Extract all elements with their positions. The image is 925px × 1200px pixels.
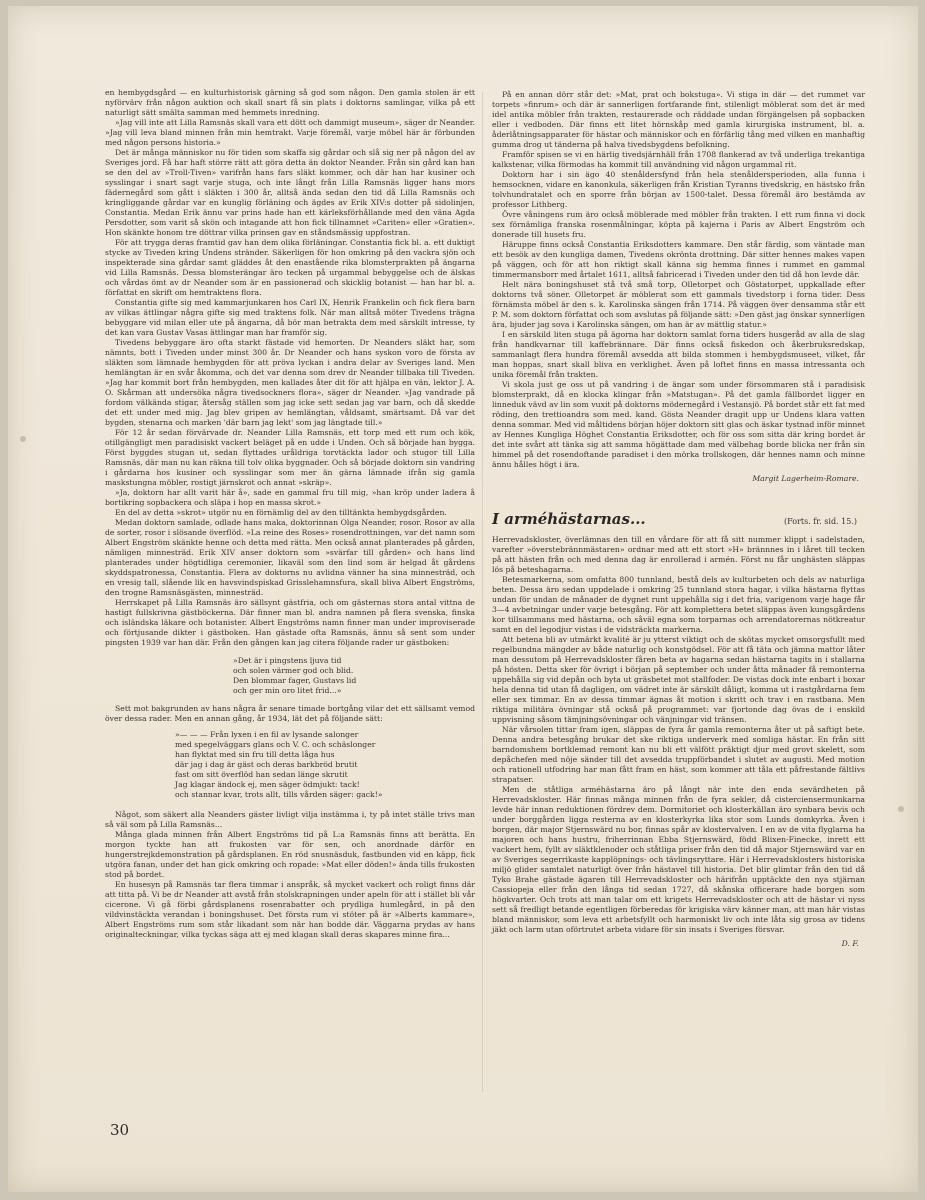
- paragraph: »Jag vill inte att Lilla Ramsnäs skall vara ett dött och dammigt museum», säger dr Neander. »Jag vill leva bland minnen från min hemtrakt. Varje föremål, varje möbel här är förbunden med någon persons historia.»: [105, 118, 475, 147]
- section-header: [492, 510, 865, 528]
- paragraph: Sett mot bakgrunden av hans några år senare timade bortgång vilar det ett sällsamt vemod över dessa rader. Men en annan gång, år 1934, lät det på följande sätt:: [105, 704, 475, 723]
- paragraph: För att trygga deras framtid gav han dem olika förläningar. Constantia fick bl. a. ett duktigt stycke av Tiveden kring Undens stränder. Säkerligen för hon omkring på den vackra sjön och inspekterade sina gårdar samt gläddes åt den enastående rika blomsterprakten på ängarna vid Lilla Ramsnäs. Dessa blomsterängar äro tecken på urgammal bebyggelse och de älskas och vårdas ömt av dr Neander som är en passionerad och skicklig botanist — han har bl. a. författat en skrift om hemtraktens flora.: [105, 238, 475, 297]
- paper-stain: [20, 436, 26, 442]
- paragraph: Vi skola just ge oss ut på vandring i de ängar som under försommaren stå i paradisisk blomsterprakt, då en klocka klingar från »Matstugan». På det gamla fällbordet ligger en linneduk vävd av lin som vuxit på doktorns mödernegård i Vestansjö. På bordet står ett fat med röding, den trettioandra som med. kand. Gösta Neander dragit upp ur Undens klara vatten denna sommar. Med vid måltidens början höjer doktorn sitt glas och äskar tystnad inför minnet av Hennes Kungliga Höghet Constantia Eriksdotter, och för oss som sitta där kring bordet är det inte svårt att tänka sig att samma högättade dam med välbehag borde blicka ner från sin himmel på det rosendoftande paradiset i den mörka trollskogen, där hennes namn och minne ännu hålles högt i ära.: [492, 380, 865, 469]
- left-column: [105, 88, 475, 940]
- paragraph: Något, som säkert alla Neanders gäster livligt vilja instämma i, ty på intet ställe trivs man så väl som på Lilla Ramsnäs...: [105, 810, 475, 829]
- continuation-note: (Forts. fr. sid. 15.): [784, 517, 857, 526]
- section-title: I arméhästarnas...: [492, 510, 646, 528]
- right-column: [492, 90, 865, 949]
- author-signature: D. F.: [841, 939, 859, 948]
- poem-line: Den blommar fager, Gustavs lid: [233, 676, 357, 685]
- paragraph: »Ja, doktorn har allt varit här å», sade en gammal fru till mig, »han kröp under ladera å bortikring sopbackera och släpa i hop en massa skrot.»: [105, 488, 475, 507]
- paragraph: Tivedens bebyggare äro ofta starkt fästade vid hemorten. Dr Neanders släkt har, som nämnts, bott i Tiveden under minst 300 år. Dr Neander och hans syskon voro de första av släkten som lämnade hembygden för att pröva lyckan i andra delar av Sveriges land. Men hemlängtan är en svår åkomma, och det var denna som drev dr Neander tillbaka till Tiveden. »Jag har kommit bort från hembygden, men kallades åter dit för att hjälpa en vän, lektor J. A. O. Skårman att undersöka några tivedsockners flora», säger dr Neander. »Jag vandrade på fordom välkända stigar, återsåg ställen som jag icke sett sedan jag var barn, och då skedde det ett under med mig. Jag blev gripen av hemlängtan, våldsamt, smärtsamt. Då var det bygden, stenarna och marken 'där barn jag lekt' som jag längtade till.»: [105, 338, 475, 427]
- poem-line: fast om sitt överflöd han sedan länge skrutit: [175, 770, 348, 779]
- paragraph: En husesyn på Ramsnäs tar flera timmar i anspråk, så mycket vackert och roligt finns där att titta på. Vi be dr Neander att avstå från stolskrapningen under apeln för att i stället bli vår cicerone. Vi gå förbi gårdsplanens rosenrabatter och prydliga humlegård, in på den vildvinstäckta verandan i boningshuset. Det första rum vi stöter på är »Alberts kammare», Albert Engströms rum som står likadant som när han bodde där. Väggarna prydas av hans originalteckningar, vilka tyckas säga att ej med klagan skall deras skapares minne fira...: [105, 880, 475, 939]
- paragraph: Framför spisen se vi en härlig tivedsjärnhäll från 1708 flankerad av två underliga trekantiga kalkstenar, vilka förmodas ha kommit till användning vid någon urgammal rit.: [492, 150, 865, 169]
- page-number: 30: [110, 1121, 130, 1139]
- paragraph: Herrskapet på Lilla Ramsnäs äro sällsynt gästfria, och om gästernas stora antal vittna de hastigt fullskrivna gästböckerna. Där finner man bl. andra namnen på flera svenska, finska och isländska läkare och botanister. Albert Engströms namn finner man under improviserade och förtjusande dikter i gästboken. Han gästade ofta Ramsnäs, ännu så sent som under pingsten 1939 var han där. Från den gången kan jag citera följande rader ur gästboken:: [105, 598, 475, 647]
- paragraph: Övre våningens rum äro också möblerade med möbler från trakten. I ett rum finna vi dock sex förnämliga franska rosenmålningar, köpta på kajerna i Paris av Albert Engström och donerade till husets fru.: [492, 210, 865, 239]
- author-signature: Margit Lagerheim-Romare.: [752, 474, 859, 483]
- paragraph: Det är många människor nu för tiden som skaffa sig gårdar och slå sig ner på någon del av Sveriges jord. Få har haft större rätt att göra detta än doktor Neander. Från sin gård kan han se den del av »Troll-Tiven» varifrån hans fars släkt kommer, och där han har kusiner och sysslingar i snart sagt varje stuga, och inte långt från Lilla Ramsnäs ligger hans mors fädernegård som gått i släkten i 300 år, alltså ända sedan den tid då Lilla Ramsnäs och kringliggande gårdar var en kunglig förläning och ägdes av Erik XIV:s dotter på sidolinjen, Constantia. Medan Erik ännu var prins hade han ett kärleksförhållande med den väna Agda Persdotter, som varit så skön och intagande att hon fick tillnamnet »Cariten» eller »Gratien». Hon skänkte honom tre döttrar vilka prinsen gav en ståndsmässig uppfostran.: [105, 148, 475, 237]
- paragraph: Att betena bli av utmärkt kvalité är ju ytterst viktigt och de skötas mycket omsorgsfullt med regelbundna mängder av både naturlig och konstgödsel. För att få täta och jämna mattor låter man dessutom på Herrevadskloster fåren beta av hagarna sedan hästarna tagits in i stallarna på hösten. Detta sker för övrigt i början på september och under åtta månader få remonterna uppehålla sig vid depån och byta ut gräsbetet mot stallfoder. De vistas dock inte enbart i boxar hela denna tid utan få dagligen, om vädret inte är särskilt dåligt, komma ut i rastgårdarna fem eller sex timmar. En av dessa timmar ägnas åt motion i skritt och trav i en rastbana. Men riktiga militära övningar stå också på programmet: var fjortonde dag övas de i enskild uppvisning såsom tämjningsövningar och vänjningar vid tränsen.: [492, 635, 865, 724]
- poem-line: där jag i dag är gäst och deras barkbröd brutit: [175, 760, 358, 769]
- paragraph: Men de ståtliga arméhästarna äro på långt när inte den enda sevärdheten på Herrevadskloster. Här finnas många minnen från de fyra sekler, då cisterciensermunkarna levde här innan reduktionen fördrev dem. Dormitoriet och klosterkällan äro synbara bevis och under borggården ligga resterna av en klosterkyrka lika stor som Lunds domkyrka. Även i borgen, där major Stjernswärd nu bor, finnas spår av klostervalven. I en av de vita flyglarna ha majoren och hans hustru, friherrinnan Ebba Stjernswärd, född Blixen-Finecke, inrett ett vackert hem, fyllt av släktklenoder och ståtliga priser från den tid då major Stjernswärd var en av Sveriges segerrikaste kapplöpnings- och tävlingsryttare. Här i Herrevadsklosters historiska miljö glider samtalet naturligt över från hästavel till historia. Det blir glimtar från den tid då Tyko Brahe gästade ägaren till Herrevadskloster och härifrån upptäckte den nya stjärnan Cassiopeja eller från den långa tid sedan 1727, då skånska officerare hade borgen som högkvarter. Och trots att man talar om ett krigets Herrevadskloster och att de hästar vi nyss sett så fredligt betande egentligen förberedas för krigiska värv känner man, att man här vistas bland människor, som leva ett arbetsfyllt och harmoniskt liv och inte låta sig grosa av tidens jäkt och larm utan oförtrutet arbeta vidare för sin insats i Sveriges försvar.: [492, 785, 865, 934]
- poem-line: och stannar kvar, trots allt, tills vården säger: gack!»: [175, 790, 383, 799]
- paragraph: När vårsolen tittar fram igen, släppas de fyra år gamla remonterna åter ut på saftigt bete. Denna andra betesgång brukar det ske riktiga underverk med somliga hästar. En från sitt barndomshem bortklemad remont kan nu bli ett välfött präktigt djur med grovt skelett, som depåchefen med nöje sänder till det avsedda truppförbandet i slutet av augusti. Med motion och rationell utfodring har man fått fram en häst, som kommer att tåla ett påfrestande fältlivs strapatser.: [492, 725, 865, 784]
- poem-line: han flyktat med sin fru till detta låga hus: [175, 750, 335, 759]
- poem-line: och ger min oro litet frid...»: [233, 686, 342, 695]
- poem-line: och solen värmer god och blid.: [233, 666, 354, 675]
- poem-line: »Det är i pingstens ljuva tid: [233, 656, 342, 665]
- paragraph: Helt nära boningshuset stå två små torp, Olletorpet och Göstatorpet, uppkallade efter doktorns två söner. Olletorpet är möblerat som ett gammals tivedstorp i forna tider. Dess förnämsta möbel är den s. k. Karolinska sängen från 1714. På väggen över densamma står ett P. M. som doktorn författat och som avslutas på följande sätt: »Den gäst jag önskar synnerligen ära, bjuder jag sova i Karolinska sängen, om han är av mättlig statur.»: [492, 280, 865, 329]
- paragraph: En del av detta »skrot» utgör nu en förnämlig del av den tilltänkta hembygdsgården.: [115, 508, 447, 517]
- paragraph: För 12 år sedan förvärvade dr. Neander Lilla Ramsnäs, ett torp med ett rum och kök, otillgängligt men paradisiskt vackert beläget på en udde i Unden. Och så började han bygga. Först byggdes stugan ut, sedan flyttades uråldriga torvtäckta lador och stugor till Lilla Ramsnäs, där man nu kan räkna till tolv olika byggnader. Och så började doktorn sin vandring i gårdarna hos kusiner och sysslingar som mer än gärna lämnade ifrån sig gamla maskstungna möbler, rostigt järnskrot och annat »skräp».: [105, 428, 475, 487]
- poem-line: med spegelväggars glans och V. C. och schäslonger: [175, 740, 376, 749]
- paragraph: Medan doktorn samlade, odlade hans maka, doktorinnan Olga Neander, rosor. Rosor av alla de sorter, rosor i slösande överflöd. »La reine des Roses» rosendrottningen, var det namn som Albert Engström skänkte henne och detta med rätta. Men också annat planterades på gården, nämligen minnesträd. Erik XIV anser doktorn som »svärfar till gården» och hans lind planterades under högtidliga ceremonier, likaväl som den lind som är helgad åt gårdens skyddspatronessa, Constantia. Flera av doktorns nu avlidna vänner ha sina minnesträd, och en vresig tall, slående lik en havsvindspiskad Grisslehamnsfura, skall bliva Albert Engströms, den trogne Ramsnäsgästen, minnesträd.: [105, 518, 475, 597]
- paragraph: Betesmarkerna, som omfatta 800 tunnland, bestå dels av kulturbeten och dels av naturliga beten. Dessa äro sedan uppdelade i omkring 25 tunnland stora hagar, i vilka hästarna flyttas undan för undan de månader de dygnet runt uppehålla sig i det fria, varigenom varje hage får 3—4 avbetningar under varje betesgång. För att komplettera betet släppas även kungsgårdens kor tillsammans med hästarna, och såväl egna som torparnas och arrendatorernas nötkreatur samt en del legodjur vistas i de vidsträckta markerna.: [492, 575, 865, 634]
- paragraph: Doktorn har i sin ägo 40 stenåldersfynd från hela stenåldersperioden, alla funna i hemsocknen, vidare en kanonkula, säkerligen från Kristian Tyranns tivedskrig, en hästsko från tolvhundratalet och en sporre från början av 1500-talet. Dessa föremål äro bestämda av professor Lithberg.: [492, 170, 865, 209]
- paragraph: Häruppe finns också Constantia Eriksdotters kammare. Den står färdig, som väntade man ett besök av den kungliga damen, Tivedens okrönta drottning. Där sitter hennes makes vapen på väggen, och för att hon riktigt skall känna sig hemma finnes i rummet en gammal timmermansborr med årtalet 1611, alltså fabricerad i Tiveden under den tid då hon levde där.: [492, 240, 865, 279]
- paragraph: Många glada minnen från Albert Engströms tid på L:a Ramsnäs finns att berätta. En morgon tyckte han att frukosten var för sen, och anordnade därför en hungerstrejkdemonstration på gårdsplanen. En röd snusnäsduk, fastbunden vid en käpp, fick utgöra fanan, under det han gick omkring och ropade: »Mat eller döden!» ända tills frukosten stod på bordet.: [105, 830, 475, 879]
- poem-quote: [175, 730, 475, 800]
- paragraph: en hembygdsgård — en kulturhistorisk gärning så god som någon. Den gamla stolen är ett nyförvärv från någon auktion och skall snart få sin plats i doktorns samlingar, vilka på ett naturligt sätt smälta samman med hemmets inredning.: [105, 88, 475, 117]
- paragraph: På en annan dörr står det: »Mat, prat och bokstuga». Vi stiga in där — det rummet var torpets »finrum» och där är sannerligen fortfarande fint, stilenligt möblerat som det är med idel antika möbler från trakten, restaurerade och räddade undan förgängelsen på sopbacken eller i vedboden. Där finns ett litet hörnskåp med gamla kirurgiska instrument, bl. a. åderlåtningsapparater för hästar och människor och en förfärlig tång med vilken en manhaftig gumma drog ut tänderna på halva tivedsbygdens befolkning.: [492, 90, 865, 149]
- poem-line: Jag klagar ändock ej, men säger ödmjukt: tack!: [175, 780, 360, 789]
- poem-quote: [233, 656, 475, 696]
- paragraph: Constantia gifte sig med kammarjunkaren hos Carl IX, Henrik Frankelin och fick flera barn av vilkas ättlingar några gifte sig med traktens folk. När man alltså möter Tivedens trägna bebyggare vid milan eller ute på ängarna, då bör man betrakta dem med särskilt intresse, ty det kan vara Gustav Vasas ättlingar man har framför sig.: [105, 298, 475, 337]
- paragraph: Herrevadskloster, överlämnas den till en vårdare för att få sitt nummer klippt i sadelstaden, varefter »överstebrännmästaren» ordnar med att ett stort »H» brännnes in i låret till tecken på att hästen från och med denna dag är enrollerad i armén. Först nu får unghästen släppas lös på beteshagarna.: [492, 535, 865, 574]
- column-divider: [482, 92, 483, 1092]
- paragraph: I en särskild liten stuga på ägorna har doktorn samlat forna tiders husgeråd av alla de slag från handkvarnar till kaffebrännare. Där finns också fiskedon och åkerbruksredskap, sammanlagt flera hundra föremål avsedda att bilda stommen i hembygdsmuseet, vilket, får man hoppas, snart skall bliva en verklighet. Även på loftet finns en massa intressanta och unika föremål från trakten.: [492, 330, 865, 379]
- poem-line: »— — — Från lyxen i en fil av lysande salonger: [175, 730, 359, 739]
- paper-stain: [898, 806, 904, 812]
